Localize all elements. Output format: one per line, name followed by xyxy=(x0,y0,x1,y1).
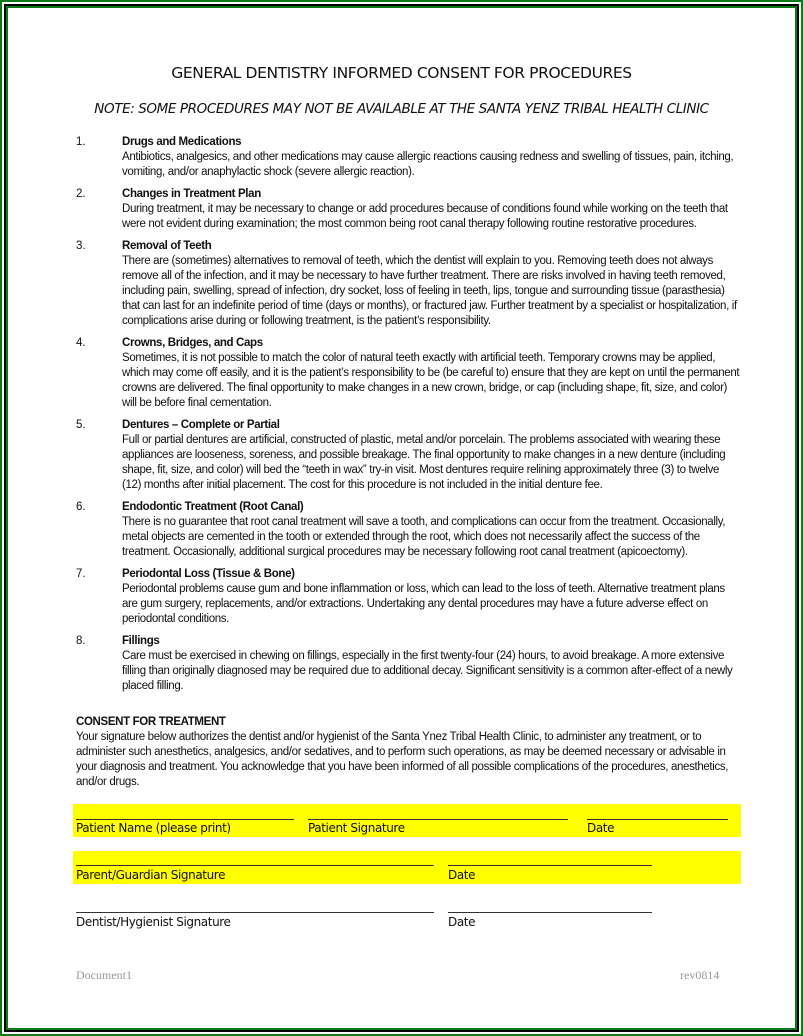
item-number: 2. xyxy=(76,188,86,200)
item-number: 7. xyxy=(76,568,86,580)
item-heading: Endodontic Treatment (Root Canal) xyxy=(122,501,304,513)
item-text-line: were not evident during examination; the most common being root canal therapy following routine restorative procedures. xyxy=(122,218,697,230)
date-field-2[interactable] xyxy=(448,865,652,866)
guardian-signature-field[interactable] xyxy=(76,865,434,866)
item-heading: Fillings xyxy=(122,635,160,647)
consent-heading: CONSENT FOR TREATMENT xyxy=(76,716,226,728)
item-text-line: Sometimes, it is not possible to match the color of natural teeth exactly with artificial teeth. Temporary crowns may be applied, xyxy=(122,352,716,364)
item-heading: Drugs and Medications xyxy=(122,136,242,148)
procedure-item xyxy=(76,500,756,560)
item-text-line: There are (sometimes) alternatives to removal of teeth, which the dentist will explain to you. Removing teeth does not always xyxy=(122,255,713,267)
item-text-line: appliances are looseness, soreness, and possible breakage. The final opportunity to make changes in a new denture (including xyxy=(122,449,726,461)
footer-revision: rev0814 xyxy=(680,968,720,982)
item-text-line: Antibiotics, analgesics, and other medications may cause allergic reactions causing redness and swelling of tissues, pain, itching, xyxy=(122,151,734,163)
item-text-line: (12) months after initial placement. The cost for this procedure is not included in the initial denture fee. xyxy=(122,479,603,491)
item-number: 4. xyxy=(76,337,86,349)
footer-document-name: Document1 xyxy=(76,968,132,982)
dentist-signature-label: Dentist/Hygienist Signature xyxy=(76,915,231,929)
procedure-item xyxy=(76,567,756,627)
patient-signature-field[interactable] xyxy=(308,819,568,820)
item-text-line: periodontal conditions. xyxy=(122,613,230,625)
item-heading: Dentures – Complete or Partial xyxy=(122,419,280,431)
item-text-line: During treatment, it may be necessary to change or add procedures because of conditions found while working on the teeth that xyxy=(122,203,728,215)
consent-text-line: and/or drugs. xyxy=(76,776,140,788)
item-number: 1. xyxy=(76,136,86,148)
item-text-line: are gum surgery, replacements, and/or extractions. Undertaking any dental procedures may have a future adverse effect on xyxy=(122,598,708,610)
item-text-line: will be before final cementation. xyxy=(122,397,272,409)
dentist-signature-field[interactable] xyxy=(76,912,434,913)
consent-text-line: Your signature below authorizes the dentist and/or hygienist of the Santa Ynez Tribal Health Clinic, to administer any treatment, or to xyxy=(76,731,702,743)
date-field-3[interactable] xyxy=(448,912,652,913)
date-label-3: Date xyxy=(448,915,476,929)
item-text-line: shape, fit, size, and color) will bed the “teeth in wax” try-in visit. Most dentures require relining approximately three (3) to twelve xyxy=(122,464,720,476)
date-label-2: Date xyxy=(448,868,476,882)
procedure-item xyxy=(76,634,756,694)
item-heading: Crowns, Bridges, and Caps xyxy=(122,337,263,349)
item-text-line: including pain, swelling, spread of infection, dry socket, loss of feeling in teeth, lips, tongue and surrounding tissue (parasthesia) xyxy=(122,285,725,297)
date-label-1: Date xyxy=(587,821,615,835)
procedure-list xyxy=(76,135,756,701)
procedure-item xyxy=(76,336,756,411)
item-heading: Removal of Teeth xyxy=(122,240,212,252)
item-text-line: remove all of the infection, and it may be necessary to have further treatment. There are risks involved in having teeth removed, xyxy=(122,270,726,282)
item-text-line: treatment. Occasionally, additional surgical procedures may be necessary following root canal treatment (apicoectomy). xyxy=(122,546,688,558)
patient-signature-label: Patient Signature xyxy=(308,821,405,835)
item-text-line: Care must be exercised in chewing on fillings, especially in the first twenty-four (24) hours, to avoid breakage. A more extensive xyxy=(122,650,725,662)
procedure-item xyxy=(76,418,756,493)
item-text-line: Full or partial dentures are artificial, constructed of plastic, metal and/or porcelain. The problems associated with wearing these xyxy=(122,434,721,446)
date-field-1[interactable] xyxy=(587,819,728,820)
item-text-line: placed filling. xyxy=(122,680,184,692)
item-text-line: vomiting, and/or anaphylactic shock (severe allergic reaction). xyxy=(122,166,415,178)
consent-text-line: administer such anesthetics, analgesics, and/or sedatives, and to perform such operations, as may be deemed necessary or advisable in xyxy=(76,746,726,758)
item-heading: Periodontal Loss (Tissue & Bone) xyxy=(122,568,295,580)
consent-section xyxy=(76,715,756,790)
document-title: GENERAL DENTISTRY INFORMED CONSENT FOR PROCEDURES xyxy=(171,64,632,82)
item-text-line: Periodontal problems cause gum and bone inflammation or loss, which can lead to the loss of teeth. Alternative treatment plans xyxy=(122,583,725,595)
patient-name-label: Patient Name (please print) xyxy=(76,821,231,835)
item-text-line: that can last for an indefinite period of time (days or months), or fractured jaw. Further treatment by a specialist or hospitalization, if xyxy=(122,300,737,312)
item-number: 8. xyxy=(76,635,86,647)
item-text-line: metal objects are cemented in the tooth or extended through the root, which does not necessarily affect the success of the xyxy=(122,531,700,543)
item-text-line: filling than originally diagnosed may be required due to additional decay. Significant sensitivity is a common after-effect of a newly xyxy=(122,665,733,677)
patient-name-field[interactable] xyxy=(76,819,294,820)
item-text-line: complications arise during or following treatment, is the patient’s responsibility. xyxy=(122,315,491,327)
item-text-line: There is no guarantee that root canal treatment will save a tooth, and complications can occur from the treatment. Occasionally, xyxy=(122,516,726,528)
item-number: 5. xyxy=(76,419,86,431)
item-text-line: crowns are delivered. The final opportunity to make changes in a new crown, bridge, or cap (including shape, fit, size, and color) xyxy=(122,382,728,394)
item-text-line: which may come off easily, and it is the patient’s responsibility to be (be careful to) ensure that they are kept on until the permanent xyxy=(122,367,740,379)
availability-note: NOTE: SOME PROCEDURES MAY NOT BE AVAILABLE AT THE SANTA YENZ TRIBAL HEALTH CLINIC xyxy=(94,101,709,117)
consent-text xyxy=(76,730,756,790)
consent-text-line: your diagnosis and treatment. You acknowledge that you have been informed of all possible complications of the procedures, anesthetics, xyxy=(76,761,729,773)
item-number: 3. xyxy=(76,240,86,252)
procedure-item xyxy=(76,239,756,329)
item-heading: Changes in Treatment Plan xyxy=(122,188,261,200)
guardian-signature-label: Parent/Guardian Signature xyxy=(76,868,226,882)
procedure-item xyxy=(76,187,756,232)
procedure-item xyxy=(76,135,756,180)
item-number: 6. xyxy=(76,501,86,513)
